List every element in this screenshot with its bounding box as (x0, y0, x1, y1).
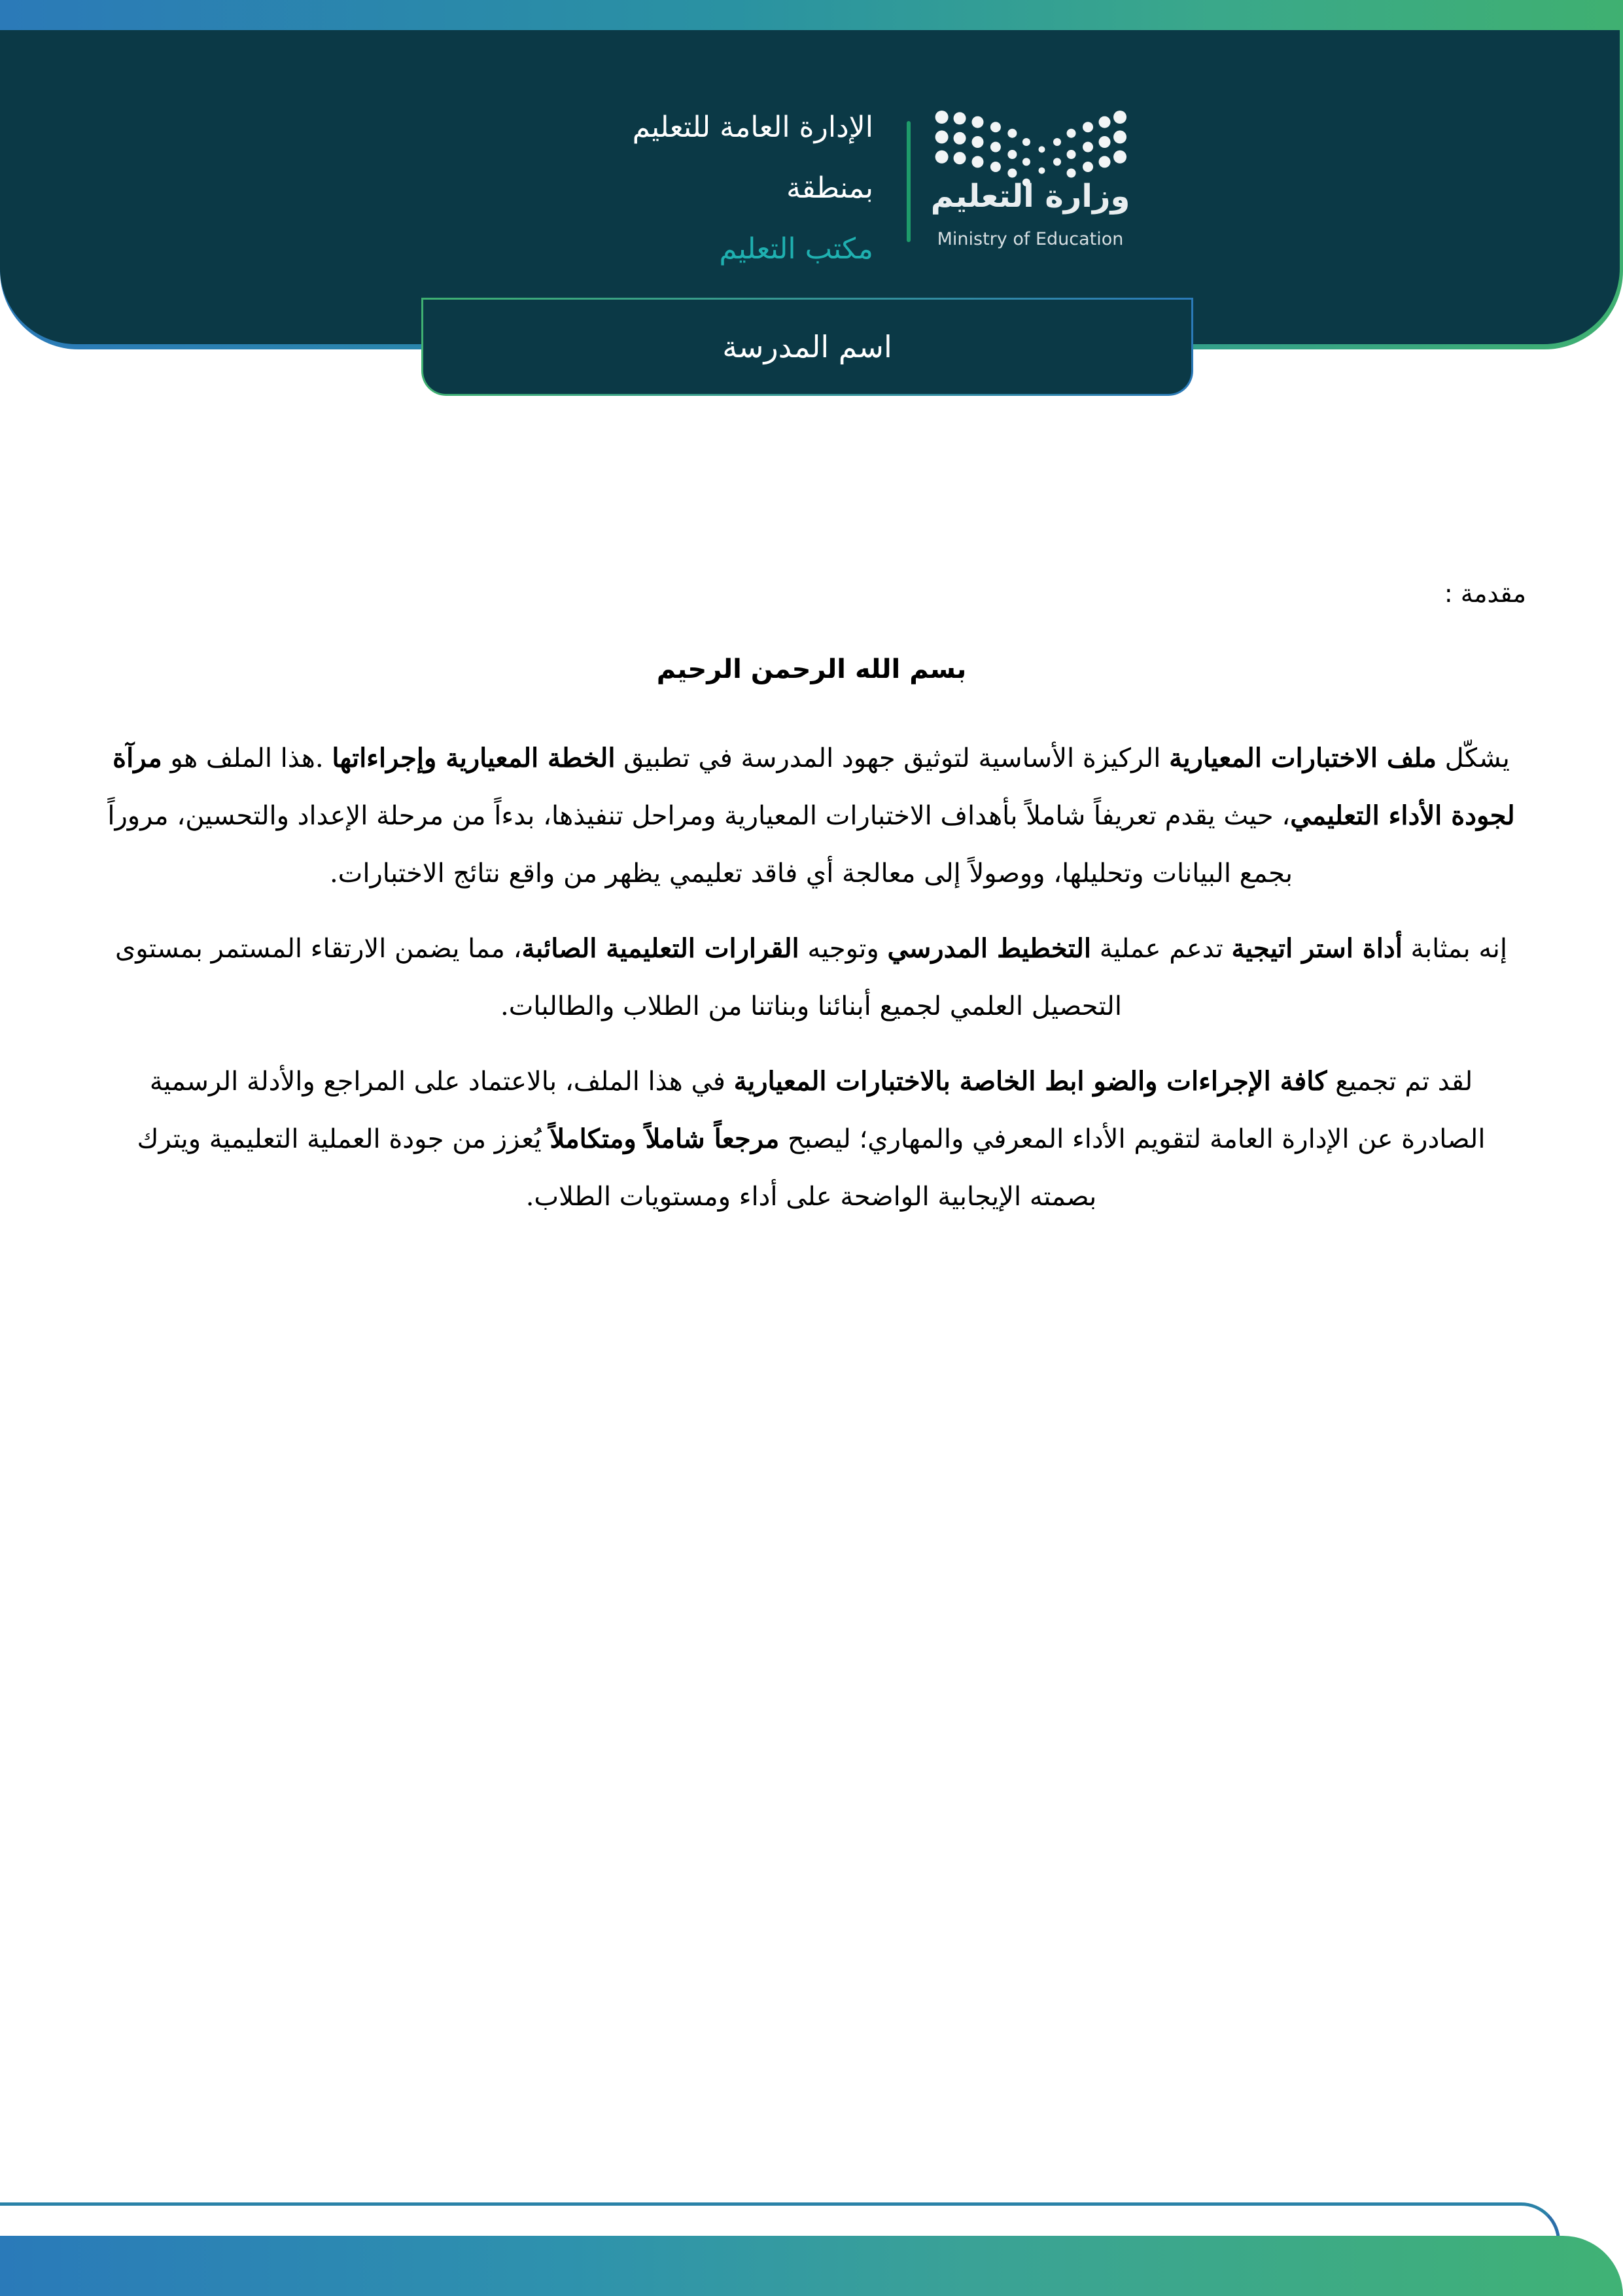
bold-text-run: مرجعاً شاملاً ومتكاملاً (550, 1123, 780, 1154)
text-run: لقد تم تجميع (1327, 1067, 1473, 1097)
top-gradient-bar (0, 0, 1623, 30)
logo-dot (1083, 142, 1093, 152)
text-run: يشكّل (1436, 743, 1510, 773)
text-run: يُعزز من جودة العملية التعليمية ويترك بصمته الإيجابية الواضحة على أداء ومستويات الطلاب. (137, 1124, 1097, 1212)
paragraph (105, 1053, 1518, 1226)
bold-text-run: مرآة لجودة الأداء التعليمي (113, 743, 1515, 831)
logo-arabic-text: وزارة التعليم (930, 178, 1130, 215)
logo-dot (1007, 129, 1017, 138)
admin-line-education-office: مكتب التعليم (719, 232, 873, 266)
logo-dot (1007, 150, 1017, 159)
logo-dot (1067, 150, 1076, 159)
text-run: في هذا الملف، بالاعتماد على المراجع والأدلة الرسمية الصادرة عن الإدارة العامة لتقويم الأداء المعرفي والمهاري؛ ليصبح (149, 1067, 1486, 1154)
logo-dot (1067, 129, 1076, 138)
logo-dot (1022, 158, 1030, 166)
text-run: ، حيث يقدم تعريفاً شاملاً بأهداف الاختبارات المعيارية ومراحل تنفيذها، بدءاً من مرحلة الإعداد والتحسين، مروراً بجمع البيانات وتحليلها، ووصولاً إلى معالجة أي فاقد تعليمي يظهر من واقع نتائج الاختبارات. (107, 801, 1293, 889)
logo-dot (990, 122, 1001, 132)
paragraph (105, 730, 1518, 902)
logo-divider (907, 121, 911, 242)
text-run: إنه بمثابة (1402, 934, 1508, 964)
logo-dot (1099, 136, 1111, 148)
logo-dot (1053, 158, 1061, 166)
admin-line-region: بمنطقة (786, 171, 873, 205)
text-run: وتوجيه (799, 934, 888, 964)
logo-dot (1083, 162, 1093, 172)
paragraph (105, 920, 1518, 1035)
bold-text-run: القرارات التعليمية الصائبة (521, 933, 799, 964)
logo-dot (935, 150, 949, 164)
logo-dot (954, 132, 966, 145)
logo-dot (990, 162, 1001, 172)
logo-dot (935, 111, 949, 124)
logo-dot (971, 116, 983, 128)
bold-text-run: كافة الإجراءات والضو ابط الخاصة بالاختبارات المعيارية (733, 1066, 1327, 1097)
text-run: تدعم عملية (1091, 934, 1232, 964)
logo-dot (971, 156, 983, 168)
logo-dot (1038, 146, 1045, 152)
text-run: .هذا الملف هو (162, 743, 332, 773)
logo-dot (971, 136, 983, 148)
text-run: الركيزة الأساسية لتوثيق جهود المدرسة في تطبيق (615, 743, 1170, 773)
intro-heading: مقدمة : (1444, 579, 1526, 608)
text-run: ، مما يضمن الارتقاء المستمر بمستوى التحصيل العلمي لجميع أبنائنا وبناتنا من الطلاب والطالبات. (114, 934, 1122, 1021)
logo-english-text: Ministry of Education (937, 229, 1124, 249)
school-name-box (421, 298, 1193, 396)
bold-text-run: التخطيط المدرسي (887, 933, 1092, 964)
logo-dot (1022, 138, 1030, 146)
logo-dot (1113, 150, 1126, 164)
logo-dot (990, 142, 1001, 152)
school-name: اسم المدرسة (722, 329, 892, 364)
admin-line-general-administration: الإدارة العامة للتعليم (632, 111, 873, 144)
bold-text-run: أداة استر اتيجية (1231, 933, 1403, 964)
logo-dot (1007, 169, 1017, 178)
logo-dot (1113, 111, 1126, 124)
admin-block (481, 97, 873, 279)
logo-dot (1067, 169, 1076, 178)
bismillah-heading: بسم الله الرحمن الرحيم (656, 654, 967, 684)
logo-dot (1099, 116, 1111, 128)
logo-dot (1083, 122, 1093, 132)
logo-dot (1113, 130, 1126, 143)
logo-dot (935, 130, 949, 143)
logo-dot (1038, 168, 1045, 174)
footer-gradient-bar (0, 2236, 1623, 2296)
logo-dot (954, 112, 966, 124)
bold-text-run: الخطة المعيارية وإجراءاتها (332, 743, 616, 773)
logo-dot (1053, 138, 1061, 146)
logo-dot (954, 152, 966, 164)
bold-text-run: ملف الاختبارات المعيارية (1169, 743, 1437, 773)
intro-body (105, 730, 1518, 1243)
logo-dot (1099, 156, 1111, 168)
